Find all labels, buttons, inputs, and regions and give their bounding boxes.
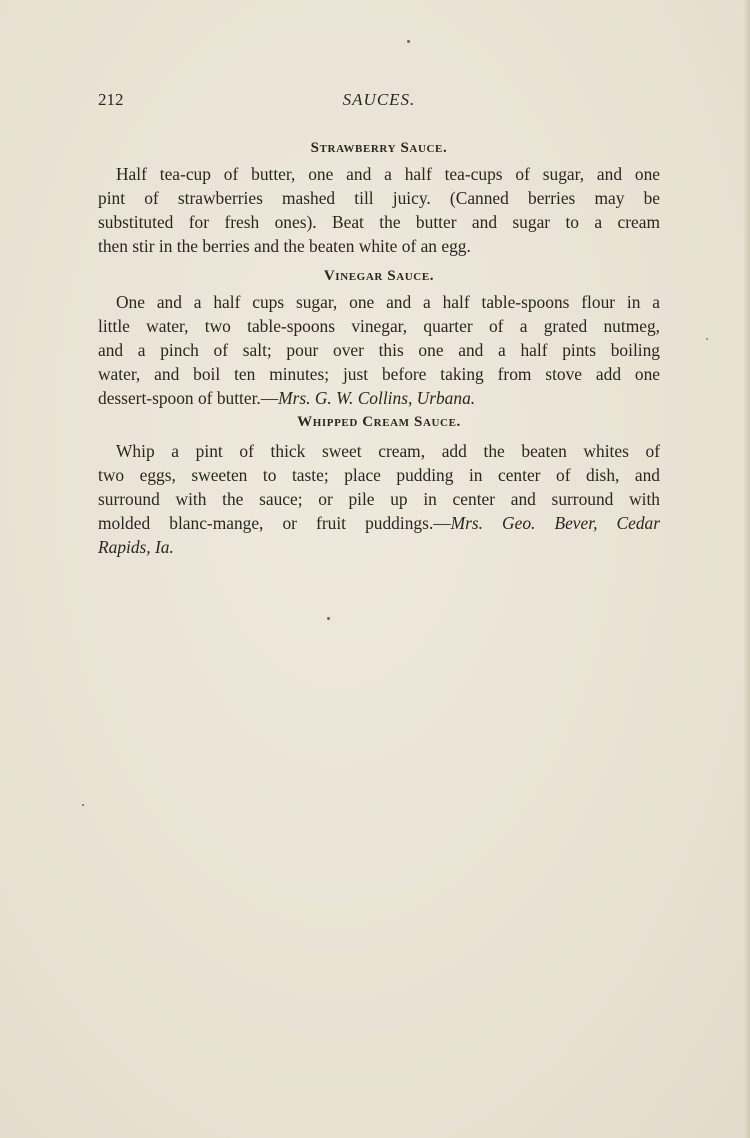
text-line: substituted for fresh ones). Beat the butter and sugar to a cream [98,212,660,232]
text-line: then stir in the berries and the beaten white of an egg. [98,236,471,256]
text-line: pint of strawberries mashed till juicy. (Canned berries may be [98,188,660,208]
paper-speck [82,804,84,806]
page-number: 212 [98,90,124,109]
text-line [98,386,660,410]
text-line: little water, two table-spoons vinegar, quarter of a grated nutmeg, [98,316,660,336]
page-body [98,136,660,559]
section-title-vinegar-sauce: Vinegar Sauce. [323,268,435,284]
paper-speck [327,617,330,620]
recipe-vinegar-sauce [98,290,660,410]
running-title: SAUCES. [342,90,416,109]
text-line: One and a half cups sugar, one and a half table-spoons flour in a [116,292,660,312]
text-line: Half tea-cup of butter, one and a half tea-cups of sugar, and one [116,164,660,184]
attribution: Mrs. Geo. Bever, Cedar [450,513,660,533]
text-line: Whip a pint of thick sweet cream, add the beaten whites of [116,441,660,461]
text-line [98,511,660,535]
recipe-strawberry-sauce [98,162,660,258]
section-title-strawberry-sauce: Strawberry Sauce. [310,140,448,156]
text-line: water, and boil ten minutes; just before taking from stove add one [98,364,660,384]
text-line [98,535,660,559]
final-line-text: molded blanc-mange, or fruit puddings.— [98,513,451,533]
attribution: Mrs. G. W. Collins, Urbana. [278,388,476,408]
page-header [98,90,660,116]
paper-speck [706,338,708,340]
page-edge [744,0,750,1138]
text-line: surround with the sauce; or pile up in center and surround with [98,489,660,509]
section-title-whipped-cream-sauce: Whipped Cream Sauce. [297,414,461,430]
final-line-text: dessert-spoon of butter.— [98,388,279,408]
paper-speck [407,40,410,43]
text-line: and a pinch of salt; pour over this one and a half pints boiling [98,340,660,360]
attribution-continued: Rapids, Ia. [98,537,174,557]
text-line: two eggs, sweeten to taste; place pudding in center of dish, and [98,465,660,485]
recipe-whipped-cream-sauce [98,439,660,559]
